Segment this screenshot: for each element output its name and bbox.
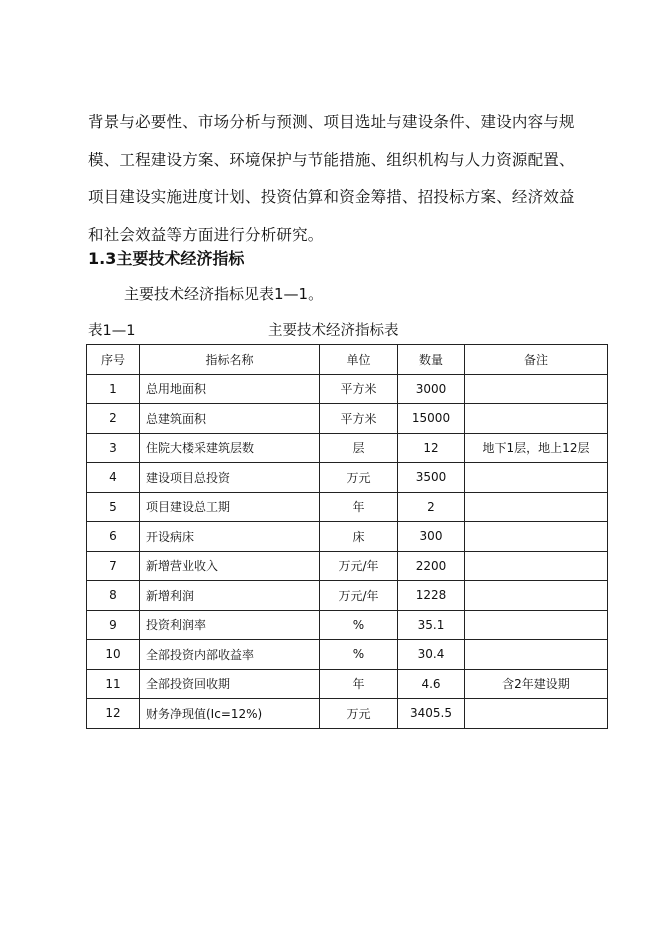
row-index: 3 bbox=[87, 433, 140, 463]
row-unit: 平方米 bbox=[320, 404, 398, 434]
row-quantity: 3500 bbox=[398, 463, 465, 493]
table-row bbox=[87, 669, 608, 699]
table-row bbox=[87, 404, 608, 434]
row-unit: 年 bbox=[320, 492, 398, 522]
row-unit: 万元 bbox=[320, 463, 398, 493]
row-quantity: 3405.5 bbox=[398, 699, 465, 729]
table-label: 表1—1 bbox=[88, 323, 136, 339]
row-quantity: 3000 bbox=[398, 374, 465, 404]
row-name: 新增利润 bbox=[140, 581, 320, 611]
row-remark bbox=[465, 551, 608, 581]
row-quantity: 300 bbox=[398, 522, 465, 552]
row-index: 4 bbox=[87, 463, 140, 493]
row-remark bbox=[465, 374, 608, 404]
row-unit: % bbox=[320, 640, 398, 670]
row-name: 全部投资内部收益率 bbox=[140, 640, 320, 670]
indicators-table bbox=[86, 344, 608, 729]
row-unit: 平方米 bbox=[320, 374, 398, 404]
table-row bbox=[87, 522, 608, 552]
header-remark: 备注 bbox=[465, 345, 608, 375]
row-unit: 万元/年 bbox=[320, 551, 398, 581]
row-quantity: 2 bbox=[398, 492, 465, 522]
row-index: 10 bbox=[87, 640, 140, 670]
row-unit: 层 bbox=[320, 433, 398, 463]
row-index: 11 bbox=[87, 669, 140, 699]
row-remark bbox=[465, 522, 608, 552]
row-index: 2 bbox=[87, 404, 140, 434]
row-remark bbox=[465, 463, 608, 493]
row-remark bbox=[465, 581, 608, 611]
row-remark bbox=[465, 610, 608, 640]
table-header-row bbox=[87, 345, 608, 375]
row-unit: 年 bbox=[320, 669, 398, 699]
row-remark bbox=[465, 640, 608, 670]
row-unit: % bbox=[320, 610, 398, 640]
row-quantity: 4.6 bbox=[398, 669, 465, 699]
row-name: 新增营业收入 bbox=[140, 551, 320, 581]
row-quantity: 35.1 bbox=[398, 610, 465, 640]
table-row bbox=[87, 581, 608, 611]
row-quantity: 1228 bbox=[398, 581, 465, 611]
row-name: 财务净现值(Ic=12%) bbox=[140, 699, 320, 729]
row-index: 5 bbox=[87, 492, 140, 522]
row-index: 9 bbox=[87, 610, 140, 640]
row-unit: 万元 bbox=[320, 699, 398, 729]
section-heading: 1.3主要技术经济指标 bbox=[88, 249, 245, 268]
header-index: 序号 bbox=[87, 345, 140, 375]
row-index: 7 bbox=[87, 551, 140, 581]
table-title: 主要技术经济指标表 bbox=[268, 323, 399, 339]
row-remark bbox=[465, 492, 608, 522]
row-quantity: 30.4 bbox=[398, 640, 465, 670]
table-row bbox=[87, 551, 608, 581]
row-remark: 地下1层，地上12层 bbox=[465, 433, 608, 463]
table-row bbox=[87, 433, 608, 463]
table-row bbox=[87, 374, 608, 404]
row-name: 住院大楼采建筑层数 bbox=[140, 433, 320, 463]
table-row bbox=[87, 610, 608, 640]
row-unit: 床 bbox=[320, 522, 398, 552]
table-row bbox=[87, 640, 608, 670]
row-index: 1 bbox=[87, 374, 140, 404]
row-name: 总建筑面积 bbox=[140, 404, 320, 434]
row-quantity: 12 bbox=[398, 433, 465, 463]
intro-text: 主要技术经济指标见表1—1。 bbox=[124, 285, 324, 303]
row-name: 投资利润率 bbox=[140, 610, 320, 640]
header-unit: 单位 bbox=[320, 345, 398, 375]
row-name: 开设病床 bbox=[140, 522, 320, 552]
row-name: 总用地面积 bbox=[140, 374, 320, 404]
body-paragraph: 背景与必要性、市场分析与预测、项目选址与建设条件、建设内容与规模、工程建设方案、环境保护与节能措施、组织机构与人力资源配置、项目建设实施进度计划、投资估算和资金筹措、招投标方案、经济效益和社会效益等方面进行分析研究。 bbox=[88, 113, 575, 244]
row-remark bbox=[465, 699, 608, 729]
row-name: 全部投资回收期 bbox=[140, 669, 320, 699]
row-index: 12 bbox=[87, 699, 140, 729]
row-remark bbox=[465, 404, 608, 434]
table-row bbox=[87, 492, 608, 522]
row-name: 建设项目总投资 bbox=[140, 463, 320, 493]
row-index: 8 bbox=[87, 581, 140, 611]
row-quantity: 2200 bbox=[398, 551, 465, 581]
row-name: 项目建设总工期 bbox=[140, 492, 320, 522]
row-index: 6 bbox=[87, 522, 140, 552]
table-row bbox=[87, 463, 608, 493]
header-name: 指标名称 bbox=[140, 345, 320, 375]
header-quantity: 数量 bbox=[398, 345, 465, 375]
row-quantity: 15000 bbox=[398, 404, 465, 434]
table-row bbox=[87, 699, 608, 729]
row-remark: 含2年建设期 bbox=[465, 669, 608, 699]
row-unit: 万元/年 bbox=[320, 581, 398, 611]
